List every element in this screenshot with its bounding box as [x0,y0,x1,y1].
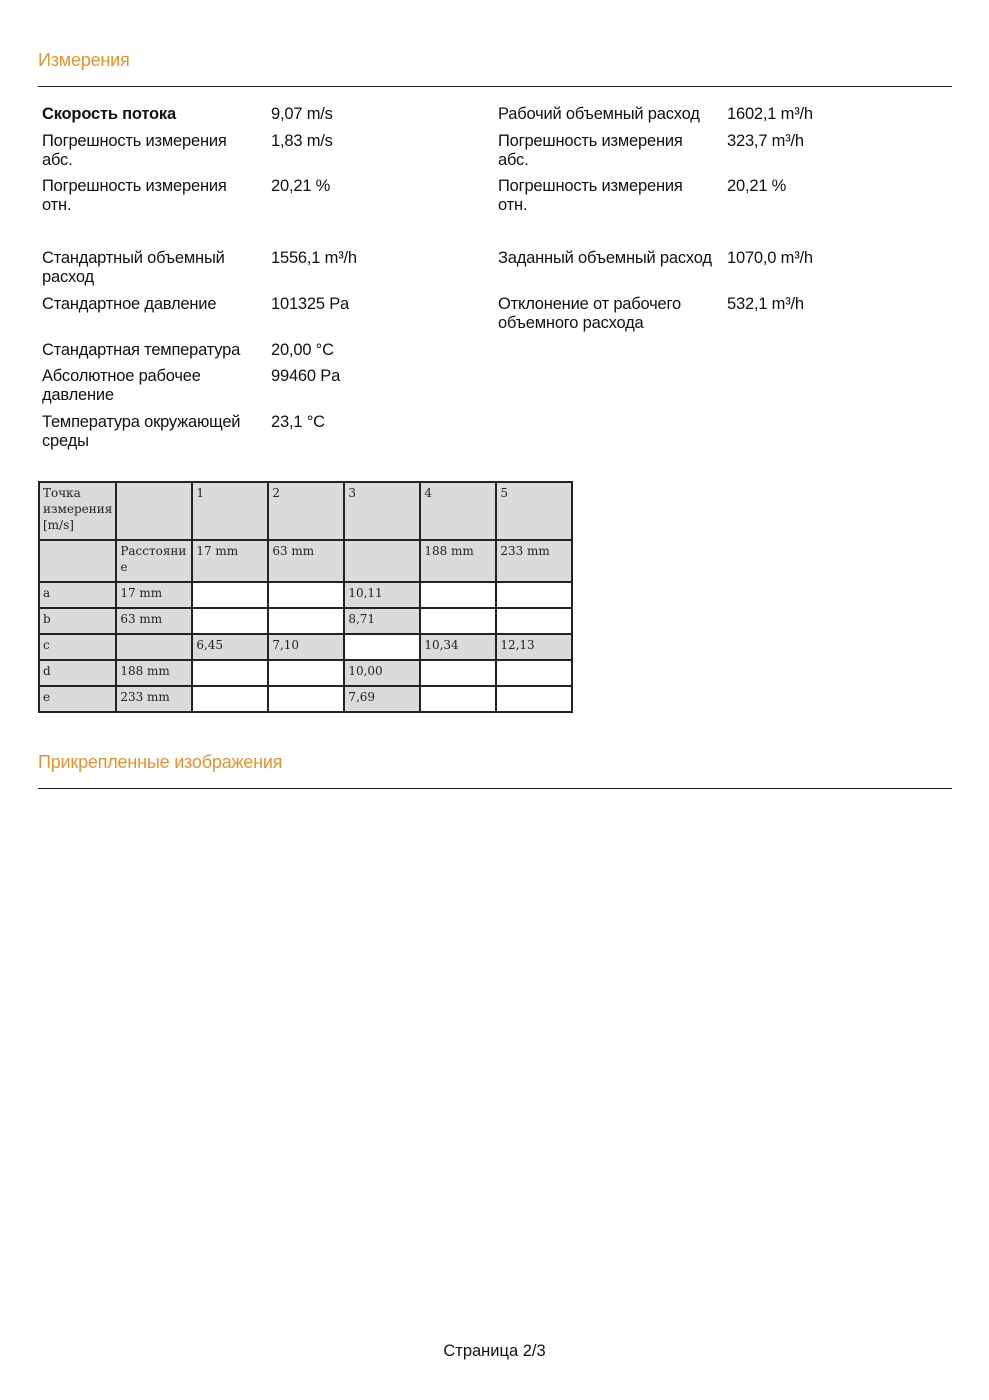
grid-value-cell [192,608,268,634]
images-section-title: Прикрепленные изображения [38,752,283,772]
grid-column-distance: 63 mm [268,540,344,582]
grid-value-cell [268,582,344,608]
kv-value: 20,21 % [727,177,787,195]
kv-label: Температура окружающей среды [42,413,241,450]
grid-row-name: c [39,634,116,660]
grid-column-distance: 188 mm [420,540,496,582]
grid-row-a [39,582,572,608]
kv-label: Отклонение от рабочего объемного расхода [498,295,681,332]
grid-empty-cell [39,540,116,582]
grid-value-cell [496,660,572,686]
grid-value-cell [420,608,496,634]
grid-value-cell [268,660,344,686]
kv-label: Стандартный объемный расход [42,249,225,286]
kv-label: Скорость потока [42,105,176,123]
kv-value: 532,1 m³/h [727,295,804,313]
grid-value-cell: 12,13 [496,634,572,660]
grid-value-cell [192,582,268,608]
kv-label: Абсолютное рабочее давление [42,367,201,404]
grid-header-row [39,482,572,540]
grid-row-distance: 233 mm [116,686,192,712]
grid-value-cell [496,582,572,608]
kv-value: 99460 Pa [271,367,341,385]
section-divider [38,788,952,789]
section-divider [38,86,952,87]
grid-column-header: 1 [192,482,268,540]
grid-row-b [39,608,572,634]
kv-label: Стандартная температура [42,341,241,359]
grid-value-cell: 7,69 [344,686,420,712]
kv-label: Погрешность измерения отн. [42,177,227,214]
grid-column-distance: 233 mm [496,540,572,582]
grid-value-cell: 8,71 [344,608,420,634]
grid-distance-label: Расстояни е [116,540,192,582]
kv-value: 1,83 m/s [271,132,333,150]
grid-value-cell: 10,34 [420,634,496,660]
kv-label: Погрешность измерения абс. [42,132,227,169]
grid-value-cell [344,634,420,660]
grid-value-cell [420,582,496,608]
grid-value-cell: 6,45 [192,634,268,660]
kv-value: 1556,1 m³/h [271,249,357,267]
kv-value: 1602,1 m³/h [727,105,813,123]
grid-row-name: e [39,686,116,712]
grid-value-cell [496,608,572,634]
grid-corner-cell: Точка измерения [m/s] [39,482,116,540]
grid-column-header: 4 [420,482,496,540]
measurement-grid [38,481,573,713]
grid-row-name: a [39,582,116,608]
grid-row-name: b [39,608,116,634]
kv-label: Погрешность измерения отн. [498,177,683,214]
grid-value-cell: 7,10 [268,634,344,660]
grid-value-cell: 10,00 [344,660,420,686]
kv-label: Рабочий объемный расход [498,105,700,123]
grid-value-cell [192,660,268,686]
grid-row-c [39,634,572,660]
grid-row-name: d [39,660,116,686]
page-number: Страница 2/3 [443,1342,546,1360]
grid-column-header: 2 [268,482,344,540]
kv-value: 20,21 % [271,177,331,195]
grid-value-cell [496,686,572,712]
grid-empty-cell [116,482,192,540]
grid-column-header: 3 [344,482,420,540]
grid-row-distance [116,634,192,660]
grid-value-cell [268,686,344,712]
grid-row-e [39,686,572,712]
kv-value: 1070,0 m³/h [727,249,813,267]
grid-row-distance: 17 mm [116,582,192,608]
kv-value: 323,7 m³/h [727,132,804,150]
grid-column-distance: 17 mm [192,540,268,582]
kv-value: 23,1 °C [271,413,325,431]
grid-column-distance [344,540,420,582]
kv-label: Погрешность измерения абс. [498,132,683,169]
grid-value-cell: 10,11 [344,582,420,608]
kv-value: 20,00 °C [271,341,334,359]
grid-value-cell [420,686,496,712]
kv-label: Заданный объемный расход [498,249,712,267]
grid-value-cell [268,608,344,634]
grid-value-cell [192,686,268,712]
kv-label: Стандартное давление [42,295,217,313]
grid-row-distance: 188 mm [116,660,192,686]
kv-value: 9,07 m/s [271,105,333,123]
grid-row-distance: 63 mm [116,608,192,634]
measurements-section-title: Измерения [38,50,130,70]
grid-column-header: 5 [496,482,572,540]
kv-value: 101325 Pa [271,295,350,313]
grid-row-d [39,660,572,686]
grid-distance-row [39,540,572,582]
grid-value-cell [420,660,496,686]
